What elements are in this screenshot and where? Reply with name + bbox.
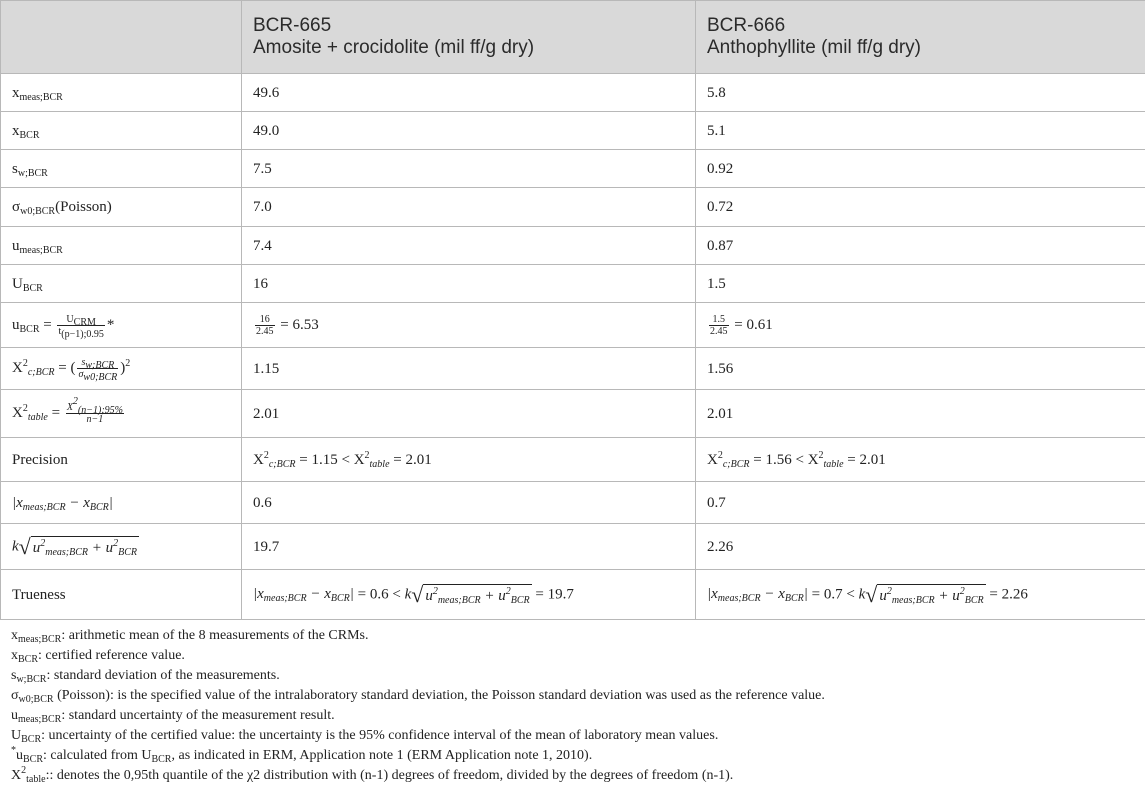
cell-sw-665: 7.5	[242, 150, 696, 188]
row-label-sigma: $\sigma_{w0;BCR}(Poisson)$	[1, 188, 242, 227]
ubcr-formula-fraction: $\frac{U_{CRM}}{t_{(p-1);0.95}}$	[58, 313, 104, 340]
header-bcr-666	[696, 1, 1145, 74]
cell-umeas-666: 0.87	[696, 227, 1145, 265]
table-row-xc	[1, 348, 1145, 390]
ubcr-665-fraction: $\frac{16}{2.45}$	[256, 313, 274, 337]
cell-xtable-665: 2.01	[242, 390, 696, 438]
cell-sigma-665: 7.0	[242, 188, 696, 227]
row-label-trueness: Trueness	[1, 570, 242, 620]
ubcr-666-fraction: $\frac{1.5}{2.45}$	[710, 313, 728, 337]
table-row-precision	[1, 438, 1145, 482]
row-label-xmeas: $x_{meas;BCR}$	[1, 74, 242, 112]
row-label-umeas: $u_{meas;BCR}$	[1, 227, 242, 265]
header-bcr-666-desc: Anthophyllite (mil ff/g dry)	[707, 37, 922, 58]
row-label-Ubcr: $U_{BCR}$	[1, 265, 242, 303]
cell-trueness-665: $|x_{meas;BCR} - x_{BCR}| = 0.6 < k√$ $u^2_{meas;BCR} + u^2_{BCR} = 19.7$	[242, 570, 696, 620]
cell-trueness-666: $|x_{meas;BCR} - x_{BCR}| = 0.7 < k√$ $u^2_{meas;BCR} + u^2_{BCR} = 2.26$	[696, 570, 1145, 620]
footnote-sigma: $\sigma_{w0;BCR}$ (Poisson): is the specified value of the intralaboratory standard deviation, the Poisson standard deviation was used as the reference value.	[11, 688, 825, 705]
footnote-xmeas: $x_{meas;BCR}$: arithmetic mean of the 8 measurements of the CRMs.	[11, 628, 369, 645]
header-bcr-665-desc: Amosite + crocidolite (mil ff/g dry)	[253, 37, 535, 58]
footnote-ubcr: $^*u_{BCR}$: calculated from $U_{BCR}$, as indicated in ERM, Application note 1 (ERM Application note 1, 2010).	[11, 745, 593, 765]
ksqrt-root: √ $u^2_{meas;BCR} + u^2_{BCR}$	[18, 533, 138, 559]
row-label-ubcr: $u_{BCR}$ = $\frac{U_{CRM}}{t_{(p-1);0.95}}$ *	[1, 303, 242, 348]
xc-formula-fraction: $\frac{s_{w;BCR}}{\sigma_{w0;BCR}}$	[78, 357, 118, 383]
table-row-ksqrt	[1, 524, 1145, 570]
header-bcr-665	[242, 1, 696, 74]
row-label-xc: $X^2_{c;BCR}$ = ( $\frac{s_{w;BCR}}{\sigma_{w0;BCR}}$ )$^2$	[1, 348, 242, 390]
trueness-665-root: √ $u^2_{meas;BCR} + u^2_{BCR}$	[411, 581, 530, 607]
cell-xc-666: 1.56	[696, 348, 1145, 390]
cell-xmeas-666: 5.8	[696, 74, 1145, 112]
table-row-Ubcr	[1, 265, 1145, 303]
cell-ubcr-666: $\frac{1.5}{2.45}$ = 0.61	[696, 303, 1145, 348]
table-row-xbcr	[1, 112, 1145, 150]
table-header-row	[1, 1, 1145, 74]
row-label-sw: $s_{w;BCR}$	[1, 150, 242, 188]
row-label-ksqrt: k√ $u^2_{meas;BCR} + u^2_{BCR}$	[1, 524, 242, 570]
cell-absdiff-665: 0.6	[242, 482, 696, 524]
cell-xbcr-665: 49.0	[242, 112, 696, 150]
row-label-xbcr: $x_{BCR}$	[1, 112, 242, 150]
footnote-xtable: $X^2_{table}$:: denotes the 0,95th quantile of the χ2 distribution with (n-1) degrees of freedom, divided by the degrees of freedom (n-1).	[11, 765, 734, 785]
cell-xmeas-665: 49.6	[242, 74, 696, 112]
row-label-precision: Precision	[1, 438, 242, 482]
cell-xc-665: 1.15	[242, 348, 696, 390]
footnote-Ubcr: $U_{BCR}$: uncertainty of the certified value: the uncertainty is the 95% confidence interval of the mean of laboratory mean values.	[11, 728, 719, 745]
cell-precision-665: $X^2_{c;BCR} = 1.15 < X^2_{table} = 2.01$	[242, 438, 696, 482]
cell-sigma-666: 0.72	[696, 188, 1145, 227]
trueness-666-root: √ $u^2_{meas;BCR} + u^2_{BCR}$	[865, 581, 984, 607]
table-footnotes	[11, 626, 825, 786]
cell-xbcr-666: 5.1	[696, 112, 1145, 150]
cell-xtable-666: 2.01	[696, 390, 1145, 438]
header-empty-cell	[1, 1, 242, 74]
table-row-umeas	[1, 227, 1145, 265]
table-row-xmeas	[1, 74, 1145, 112]
row-label-absdiff: $|x_{meas;BCR} - x_{BCR}|$	[1, 482, 242, 524]
table-row-absdiff	[1, 482, 1145, 524]
header-bcr-666-code: BCR-666	[707, 15, 786, 36]
xtable-formula-fraction: $\frac{X^2_{(n-1);95\%}}{n-1}$	[66, 396, 123, 425]
footnote-xbcr: $x_{BCR}$: certified reference value.	[11, 648, 185, 665]
cell-ksqrt-666: 2.26	[696, 524, 1145, 570]
row-label-xtable: $X^2_{table}$ = $\frac{X^2_{(n-1);95\%}}{n-1}$	[1, 390, 242, 438]
cell-umeas-665: 7.4	[242, 227, 696, 265]
cell-Ubcr-665: 16	[242, 265, 696, 303]
footnote-sw: $s_{w;BCR}$: standard deviation of the measurements.	[11, 668, 280, 685]
cell-precision-666: $X^2_{c;BCR} = 1.56 < X^2_{table} = 2.01$	[696, 438, 1145, 482]
table-row-trueness	[1, 570, 1145, 620]
cell-absdiff-666: 0.7	[696, 482, 1145, 524]
table-row-ubcr	[1, 303, 1145, 348]
table-row-sigma	[1, 188, 1145, 227]
table-row-sw	[1, 150, 1145, 188]
cell-ubcr-665: $\frac{16}{2.45}$ = 6.53	[242, 303, 696, 348]
cell-sw-666: 0.92	[696, 150, 1145, 188]
footnote-umeas: $u_{meas;BCR}$: standard uncertainty of the measurement result.	[11, 708, 335, 725]
cell-Ubcr-666: 1.5	[696, 265, 1145, 303]
table-row-xtable	[1, 390, 1145, 438]
header-bcr-665-code: BCR-665	[253, 15, 332, 36]
cell-ksqrt-665: 19.7	[242, 524, 696, 570]
